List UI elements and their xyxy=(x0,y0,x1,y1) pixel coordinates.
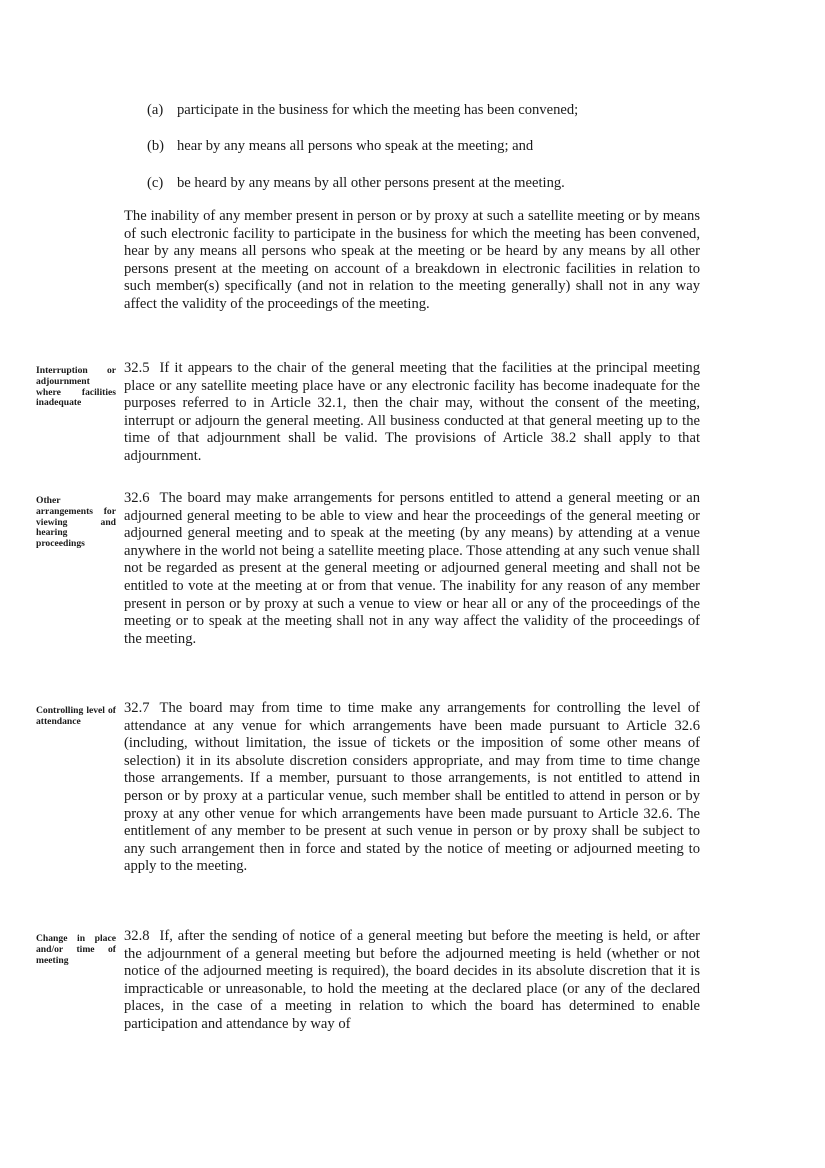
side-note-controlling-attendance: Controlling level of attendance xyxy=(36,705,116,727)
article-text: The board may make arrangements for persons entitled to attend a general meeting or an adjourned general meeting to be able to view and hear the proceedings of the general meeting or adjourned general meeting and to speak at the meeting (by any means) by attending at a venue anywhere in the world not being a satellite meeting place. Those attending at any such venue shall not be regarded as present at the general meeting or adjourned general meeting and shall not be entitled to vote at the meeting at or from that venue. The inability for any reason of any member present in person or by proxy at such a venue to view or hear all or any of the proceedings of the meeting or to speak at the meeting shall not in any way affect the validity of the proceedings of the meeting. xyxy=(124,490,700,647)
article-number: 32.8 xyxy=(124,928,150,944)
list-item xyxy=(147,137,533,155)
side-note-change-place-time: Change in place and/or time of meeting xyxy=(36,933,116,966)
article-text: The board may from time to time make any arrangements for controlling the level of attendance at any venue for which arrangements have been made pursuant to Article 32.6 (including, without limitation, the issue of tickets or the imposition of some other means of selection) it in its absolute discretion considers appropriate, and may from time to time change those arrangements. If a member, pursuant to those arrangements, is not entitled to attend in person or by proxy at a particular venue, such member shall be entitled to attend in person or by proxy at any other venue for which arrangements have been made pursuant to Article 32.6. The entitlement of any member to be present at such venue in person or by proxy shall be subject to any such arrangement then in force and stated by the notice of meeting or adjourned meeting to apply to the meeting. xyxy=(124,700,700,875)
list-marker: (c) xyxy=(147,175,164,191)
article-32-7 xyxy=(124,700,700,876)
intro-paragraph: The inability of any member present in person or by proxy at such a satellite meeting or by means of such electronic facility to participate in the business for which the meeting has been convened, hear by any means all persons who speak at the meeting or be heard by any means by all other persons present at the meeting on account of a breakdown in electronic facilities in relation to such member(s) specifically (and not in relation to the meeting generally) shall not in any way affect the validity of the proceedings of the meeting. xyxy=(124,208,700,312)
article-number: 32.5 xyxy=(124,360,150,376)
list-item xyxy=(147,101,578,119)
list-item-text: be heard by any means by all other persons present at the meeting. xyxy=(177,175,565,191)
list-marker: (b) xyxy=(147,138,165,154)
article-32-6 xyxy=(124,490,700,648)
article-number: 32.7 xyxy=(124,700,150,716)
article-text: If it appears to the chair of the general meeting that the facilities at the principal meeting place or any satellite meeting place have or any electronic facility has become inadequate for the purposes referred to in Article 32.1, then the chair may, without the consent of the meeting, interrupt or adjourn the general meeting. All business conducted at that general meeting up to the time of that adjournment shall be valid. The provisions of Article 38.2 shall apply to that adjournment. xyxy=(124,360,700,464)
list-item-text: hear by any means all persons who speak at the meeting; and xyxy=(177,138,534,154)
article-number: 32.6 xyxy=(124,490,150,506)
list-item-text: participate in the business for which the meeting has been convened; xyxy=(177,102,579,118)
article-text: If, after the sending of notice of a general meeting but before the meeting is held, or after the adjournment of a general meeting but before the adjourned meeting is held (whether or not notice of the adjourned meeting is required), the board decides in its absolute discretion that it is impracticable or unreasonable, to hold the meeting at the declared place (or any of the declared places, in the case of a meeting in relation to which the board has determined to enable participation and attendance by way of xyxy=(124,928,700,1032)
side-note-other-arrangements: Other arrangements for viewing and hearing proceedings xyxy=(36,495,116,550)
list-marker: (a) xyxy=(147,102,164,118)
list-item xyxy=(147,174,565,192)
article-32-5 xyxy=(124,360,700,466)
article-32-8 xyxy=(124,928,700,1034)
side-note-interruption: Interruption or adjournment where facilities inadequate xyxy=(36,365,116,409)
